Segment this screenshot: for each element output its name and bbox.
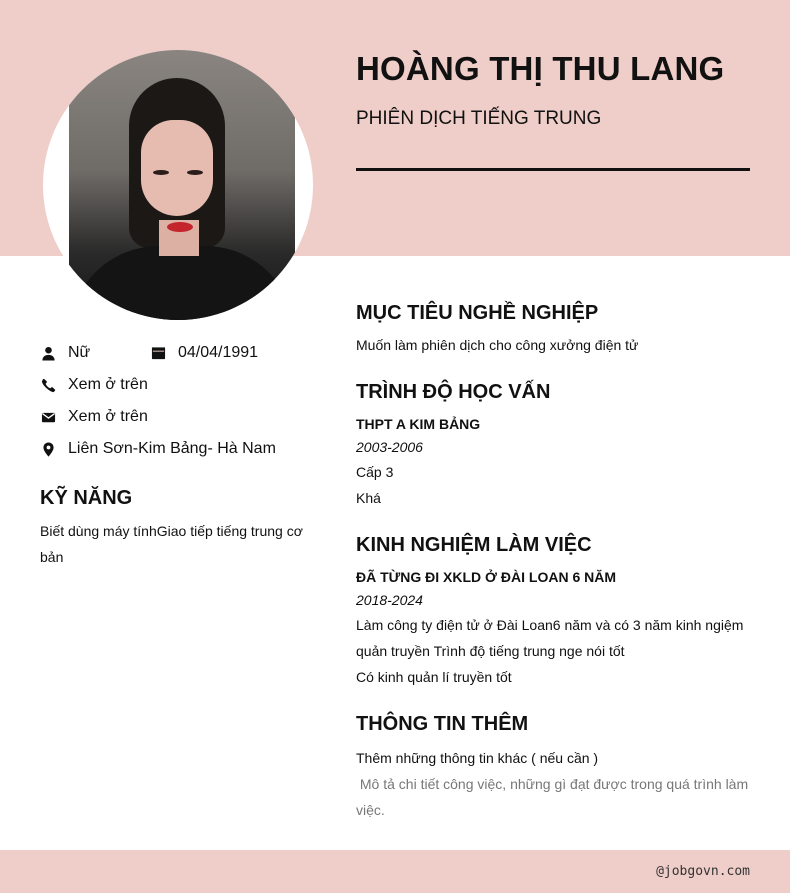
education-level: Cấp 3 <box>356 464 394 480</box>
gender-row <box>40 342 90 364</box>
experience-description: Làm công ty điện tử ở Đài Loan6 năm và có 3 năm kinh ngiệm quản truyền Trình độ tiếng trung nge nói tốt <box>356 617 744 659</box>
address-value: Liên Sơn-Kim Bảng- Hà Nam <box>68 440 276 457</box>
skills-heading: KỸ NĂNG <box>40 487 133 509</box>
job-title: PHIÊN DỊCH TIẾNG TRUNG <box>356 108 602 129</box>
experience-extra: Có kinh quản lí truyền tốt <box>356 669 512 685</box>
phone-row <box>40 374 148 396</box>
experience-heading: KINH NGHIỆM LÀM VIỆC <box>356 534 592 556</box>
photo-image <box>69 50 295 320</box>
more-info-heading: THÔNG TIN THÊM <box>356 713 529 735</box>
objective-heading: MỤC TIÊU NGHỀ NGHIỆP <box>356 302 599 324</box>
dob-value: 04/04/1991 <box>178 344 259 361</box>
education-heading: TRÌNH ĐỘ HỌC VẤN <box>356 381 551 403</box>
title-divider <box>356 168 750 171</box>
experience-title: ĐÃ TỪNG ĐI XKLD Ở ĐÀI LOAN 6 NĂM <box>356 569 616 585</box>
education-years: 2003-2006 <box>356 439 423 455</box>
phone-icon <box>40 377 56 393</box>
email-value: Xem ở trên <box>68 408 148 425</box>
experience-years: 2018-2024 <box>356 592 423 608</box>
footer-brand: @jobgovn.com <box>656 864 750 879</box>
education-grade: Khá <box>356 490 381 506</box>
candidate-name: HOÀNG THỊ THU LANG <box>356 50 725 87</box>
objective-text: Muốn làm phiên dịch cho công xưởng điện tử <box>356 337 639 353</box>
calendar-icon <box>150 345 166 361</box>
gender-value: Nữ <box>68 344 91 361</box>
skills-text: Biết dùng máy tínhGiao tiếp tiếng trung cơ bản <box>40 523 303 565</box>
more-info-line1: Thêm những thông tin khác ( nếu cần ) <box>356 750 599 766</box>
address-row <box>40 438 276 460</box>
profile-photo <box>43 50 313 320</box>
phone-value: Xem ở trên <box>68 376 148 393</box>
mail-icon <box>40 409 56 425</box>
person-icon <box>40 345 56 361</box>
email-row <box>40 406 148 428</box>
education-school: THPT A KIM BẢNG <box>356 416 481 432</box>
dob-row <box>150 342 258 364</box>
location-pin-icon <box>40 441 56 457</box>
more-info-line2: Mô tả chi tiết công việc, những gì đạt được trong quá trình làm việc. <box>356 776 753 818</box>
